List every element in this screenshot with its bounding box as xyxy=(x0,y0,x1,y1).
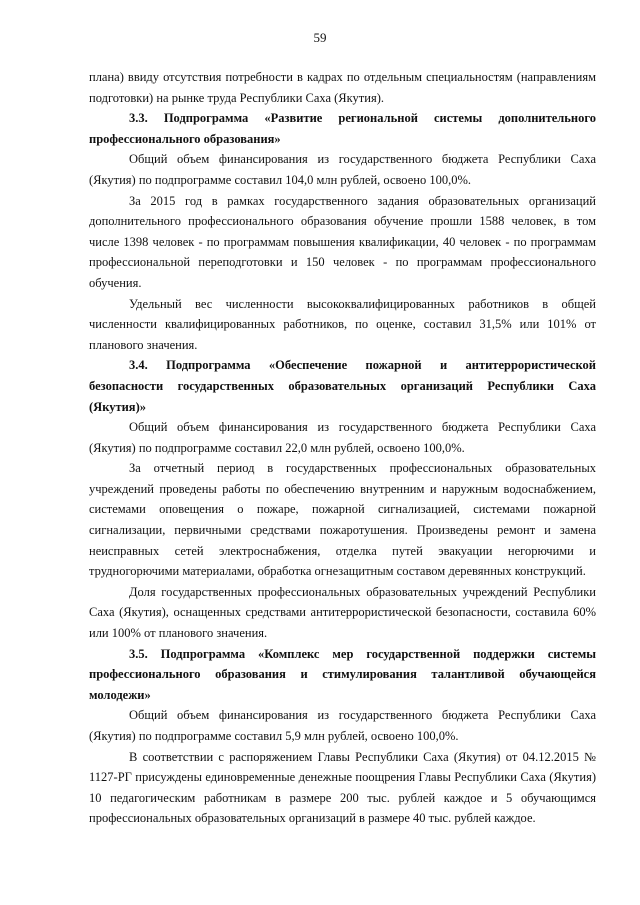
paragraph-share-qualified: Удельный вес численности высококвалифицированных работников в общей численности квалифицированных работников, по оценке, составил 31,5% или 101% от планового значения. xyxy=(89,296,596,352)
section-heading-3-4: 3.4. Подпрограмма «Обеспечение пожарной и антитеррористической безопасности государственных образовательных организаций Республики Саха (Якутия)» xyxy=(89,358,596,414)
paragraph-continuation: плана) ввиду отсутствия потребности в кадрах по отдельным специальностям (направлениям подготовки) на рынке труда Республики Саха (Якутия). xyxy=(89,70,596,105)
section-heading-3-5: 3.5. Подпрограмма «Комплекс мер государственной поддержки системы профессионального образования и стимулирования талантливой обучающейся молодежи» xyxy=(89,646,596,702)
paragraph-financing-3-3: Общий объем финансирования из государственного бюджета Республики Саха (Якутия) по подпрограмме составил 104,0 млн рублей, освоено 100,0%. xyxy=(89,152,596,187)
section-heading-3-3: 3.3. Подпрограмма «Развитие региональной системы дополнительного профессионального образования» xyxy=(89,111,596,146)
document-body xyxy=(89,67,596,829)
paragraph-antiterror-share: Доля государственных профессиональных образовательных учреждений Республики Саха (Якутия), оснащенных средствами антитеррористической безопасности, составила 60% или 100% от планового значения. xyxy=(89,584,596,641)
paragraph-training-results: За 2015 год в рамках государственного задания образовательных организаций дополнительного профессионального образования обучение прошли 1588 человек, в том числе 1398 человек - по программам повышения квалификации, 40 человек - по программам профессиональной переподготовки и 150 человек - по программам профессионального обучения. xyxy=(89,193,596,290)
paragraph-awards: В соответствии с распоряжением Главы Республики Саха (Якутия) от 04.12.2015 № 1127-РГ присуждены единовременные денежные поощрения Главы Республики Саха (Якутия) 10 педагогическим работникам в размере 200 тыс. рублей каждое и 5 обучающимся профессиональных образовательных организаций в размере 40 тыс. рублей каждое. xyxy=(89,749,596,826)
paragraph-financing-3-5: Общий объем финансирования из государственного бюджета Республики Саха (Якутия) по подпрограмме составил 5,9 млн рублей, освоено 100,0%. xyxy=(89,708,596,743)
page-number: 59 xyxy=(313,30,327,45)
paragraph-financing-3-4: Общий объем финансирования из государственного бюджета Республики Саха (Якутия) по подпрограмме составил 22,0 млн рублей, освоено 100,0%. xyxy=(89,420,596,455)
paragraph-fire-safety-works: За отчетный период в государственных профессиональных образовательных учреждений проведены работы по обеспечению внутренним и наружным водоснабжением, системами оповещения о пожаре, пожарной сигнализацией, системами пожарной сигнализации, первичными средствами пожаротушения. Произведены ремонт и замена неисправных сетей электроснабжения, отделка путей эвакуации негорючими и трудногорючими материалами, обработка огнезащитным составом деревянных конструкций. xyxy=(89,461,596,579)
